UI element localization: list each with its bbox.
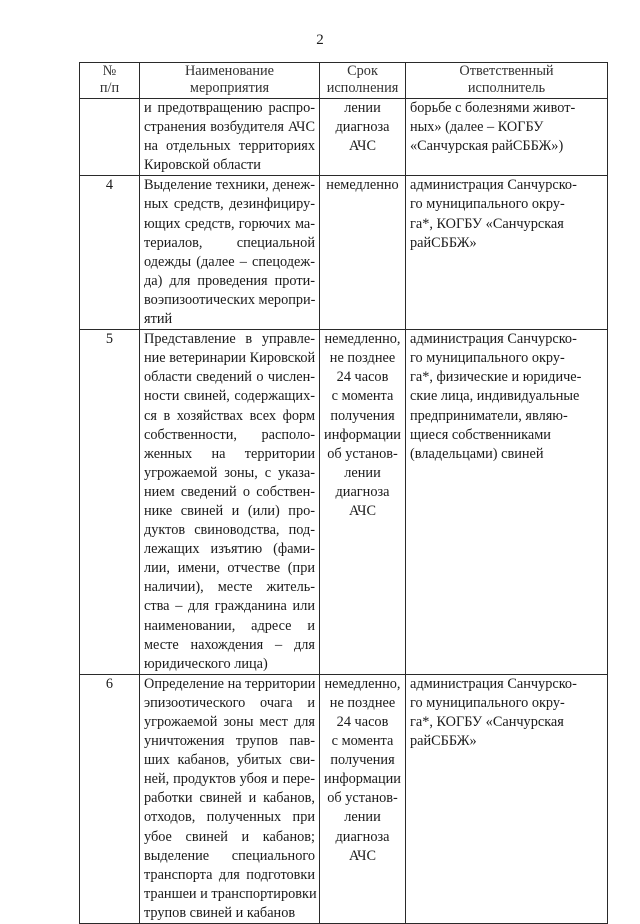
measure-name [140,674,320,923]
cell-line: диагноза [335,483,390,500]
cell-line: угрожаемой зоны мест для [144,714,315,730]
measure-term [320,674,406,923]
cell-line: администрация Санчурско- [410,177,577,194]
measure-name [140,99,320,176]
cell-line: ней, продуктов убоя и пере- [144,771,315,788]
cell-line: диагноза [335,828,390,845]
cell-line: Выделение техники, денеж- [144,177,315,194]
cell-line: информации [324,426,401,443]
cell-line: наличии), месте житель- [144,579,315,596]
cell-line: одежды (далее – спецодеж- [144,253,315,270]
cell-line: месте нахождения – для [144,636,315,653]
header-number [80,63,140,99]
cell-line: юридического лица) [144,655,268,672]
cell-line: нике свиней и (или) про- [144,502,315,519]
cell-line: щиеся собственниками [410,426,551,443]
row-number: 6 [80,674,140,923]
cell-line: ятий [144,311,173,328]
row-number: 4 [80,176,140,330]
cell-line: да) для проведения проти- [144,272,315,289]
cell-line: ших кабанов, убитых сви- [144,752,315,769]
cell-line: мероприятия [189,80,270,96]
cell-line: лении [344,809,381,826]
cell-line: уничтожения трупов пав- [144,733,315,750]
cell-line: (владельцами) свиней [410,445,544,462]
cell-line: лии, имени, отчестве (при [144,560,315,577]
cell-line: дуктов свиноводства, под- [144,522,315,539]
cell-line: немедленно, [324,331,401,348]
cell-line: не позднее [329,350,396,367]
cell-line: Кировской области [144,157,261,174]
cell-line: работки свиней и кабанов, [144,790,315,807]
cell-line: выделение специального [144,847,315,864]
cell-line: получения [330,407,395,424]
cell-line: нием сведений о собствен- [144,483,315,500]
cell-line: АЧС [349,502,376,519]
table-row [80,99,608,176]
cell-line: области сведений о числен- [144,369,315,386]
page-number: 2 [316,32,324,48]
cell-line: эпизоотического очага и [144,694,315,711]
cell-line: Срок [347,63,378,79]
cell-line: с момента [331,388,394,405]
cell-line: убое свиней и кабанов; [144,828,315,845]
measure-term [320,99,406,176]
cell-line: ности свиней, содержащих- [144,388,315,405]
cell-line: ющих средств, горючих ма- [144,215,315,232]
cell-line: га*, КОГБУ «Санчурская [410,714,564,730]
header-term [320,63,406,99]
cell-line: получения [330,752,395,769]
header-responsible [406,63,608,99]
cell-line: странения возбудителя АЧС [144,119,315,136]
cell-line: не позднее [329,694,396,711]
cell-line: транспорта для подготовки [144,866,315,883]
table-row [80,176,608,330]
cell-line: воэпизоотических меропри- [144,291,316,308]
cell-line: траншеи и транспортировки [144,885,317,902]
measure-name [140,330,320,675]
cell-line: и предотвращению распро- [144,100,315,116]
cell-line: п/п [99,80,120,96]
cell-line: го муниципального окру- [410,694,565,711]
cell-line: 24 часов [336,369,389,386]
cell-line: 24 часов [336,714,389,730]
table-header-row [80,63,608,99]
measure-term [320,176,406,330]
cell-line: териалов, специальной [144,234,315,251]
cell-line: исполнения [326,80,399,96]
cell-line: ных средств, дезинфициру- [144,196,315,213]
cell-line: го муниципального окру- [410,196,565,213]
cell-line: «Санчурская райСББЖ») [410,138,564,155]
cell-line: об установ- [327,445,398,462]
cell-line: трупов свиней и кабанов [144,904,296,921]
row-number [80,99,140,176]
cell-line: райСББЖ» [410,733,477,750]
cell-line: Ответственный [459,63,554,79]
measure-responsible [406,674,608,923]
cell-line: с момента [331,733,394,750]
cell-line: собственности, располо- [144,426,315,443]
measure-name [140,176,320,330]
cell-line: ства – для гражданина или [144,598,315,615]
cell-line: АЧС [349,138,376,155]
cell-line: лении [344,100,381,116]
cell-line: га*, физические и юридиче- [410,369,582,386]
cell-line: га*, КОГБУ «Санчурская [410,215,564,232]
cell-line: отходов, полученных при [144,809,315,826]
measure-term [320,330,406,675]
cell-line: Представление в управле- [144,331,315,348]
cell-line: администрация Санчурско- [410,331,577,348]
cell-line: на отдельных территориях [144,138,315,155]
measures-table [79,62,608,924]
table-body [80,99,608,924]
header-name [140,63,320,99]
cell-line: го муниципального окру- [410,350,565,367]
measure-responsible [406,330,608,675]
cell-line: ние ветеринарии Кировской [144,350,316,367]
cell-line: информации [324,771,401,788]
cell-line: лежащих изъятию (фами- [144,541,315,558]
cell-line: № [102,63,117,79]
cell-line: предприниматели, являю- [410,407,568,424]
table-row [80,330,608,675]
cell-line: Определение на территории [144,675,316,692]
cell-line: лении [344,464,381,481]
cell-line: немедленно [326,177,399,194]
cell-line: ных» (далее – КОГБУ [410,119,544,136]
cell-line: ся в хозяйствах всех форм [144,407,315,424]
cell-line: наименовании, адресе и [144,617,315,634]
cell-line: АЧС [349,847,376,864]
measure-responsible [406,176,608,330]
table-row [80,674,608,923]
cell-line: угрожаемой зоны, с указа- [144,464,315,481]
cell-line: ские лица, индивидуальные [410,388,580,405]
cell-line: Наименование [184,63,275,79]
cell-line: немедленно, [324,675,401,692]
cell-line: исполнитель [467,80,546,96]
cell-line: борьбе с болезнями живот- [410,100,576,116]
cell-line: об установ- [327,790,398,807]
cell-line: женных на территории [144,445,315,462]
cell-line: райСББЖ» [410,234,477,251]
measure-responsible [406,99,608,176]
cell-line: администрация Санчурско- [410,675,577,692]
cell-line: диагноза [335,119,390,136]
row-number: 5 [80,330,140,675]
